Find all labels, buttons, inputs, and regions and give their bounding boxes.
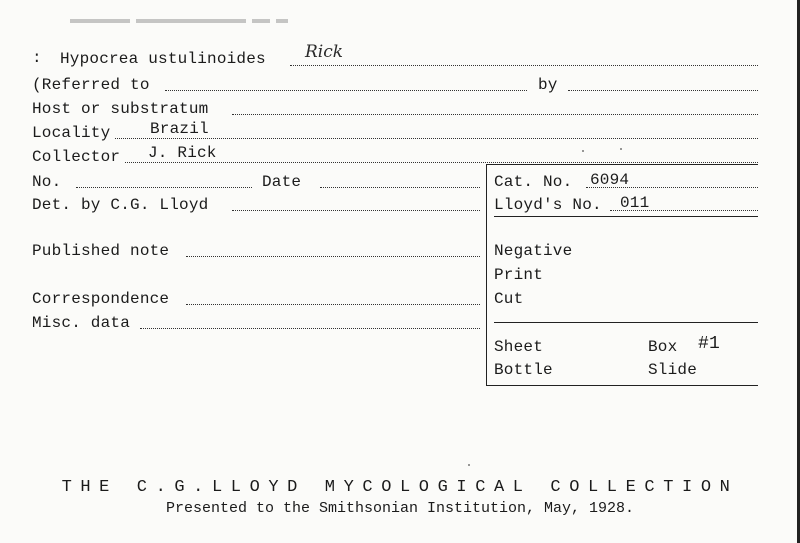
box-upper-rule [494, 216, 758, 217]
correspondence-dotted-line [186, 304, 480, 305]
locality-dotted-line [115, 138, 758, 139]
lloyd-dotted-line [610, 210, 758, 211]
cat-label: Cat. No. [494, 173, 573, 191]
by-label: by [538, 76, 558, 94]
cat-value: 6094 [590, 171, 630, 189]
box-mid-rule [494, 322, 758, 323]
referred-dotted-line [165, 90, 527, 91]
date-dotted-line [320, 187, 480, 188]
sheet-label: Sheet [494, 338, 544, 356]
collection-title: THE C.G.LLOYD MYCOLOGICAL COLLECTION [61, 478, 739, 497]
correspondence-label: Correspondence [32, 290, 170, 308]
misc-label: Misc. data [32, 314, 131, 332]
box-left-rule [486, 164, 487, 386]
collector-value: J. Rick [148, 144, 217, 162]
box-label: Box [648, 338, 678, 356]
by-dotted-line [568, 90, 758, 91]
det-dotted-line [232, 210, 480, 211]
print-label: Print [494, 266, 544, 284]
published-label: Published note [32, 242, 170, 260]
cut-label: Cut [494, 290, 524, 308]
name-author-handwritten: Rick [305, 42, 344, 62]
collection-subtitle: Presented to the Smithsonian Institution, May, 1928. [165, 500, 635, 517]
name-dotted-line [290, 65, 758, 66]
name-prefix: : [32, 49, 42, 67]
specimen-name: Hypocrea ustulinoides [60, 50, 266, 68]
host-label: Host or substratum [32, 100, 209, 118]
box-bottom-rule [486, 385, 758, 386]
box-value: #1 [698, 334, 721, 354]
date-label: Date [262, 173, 302, 191]
collector-label: Collector [32, 148, 121, 166]
negative-label: Negative [494, 242, 573, 260]
no-label: No. [32, 173, 62, 191]
det-label: Det. by C.G. Lloyd [32, 196, 209, 214]
misc-dotted-line [140, 328, 480, 329]
scan-speck [582, 150, 584, 152]
referred-label: (Referred to [32, 76, 150, 94]
locality-label: Locality [32, 124, 111, 142]
collector-dotted-line [125, 162, 758, 163]
host-dotted-line [232, 114, 758, 115]
bottle-label: Bottle [494, 361, 553, 379]
faded-header-residue [70, 12, 340, 22]
scan-speck [620, 148, 622, 150]
published-dotted-line [186, 256, 480, 257]
scan-speck [468, 464, 470, 466]
lloyd-label: Lloyd's No. [494, 196, 602, 214]
slide-label: Slide [648, 361, 698, 379]
locality-value: Brazil [150, 120, 209, 138]
cat-dotted-line [586, 187, 758, 188]
no-dotted-line [76, 187, 252, 188]
lloyd-value: 011 [620, 194, 650, 212]
box-top-rule [486, 164, 758, 165]
